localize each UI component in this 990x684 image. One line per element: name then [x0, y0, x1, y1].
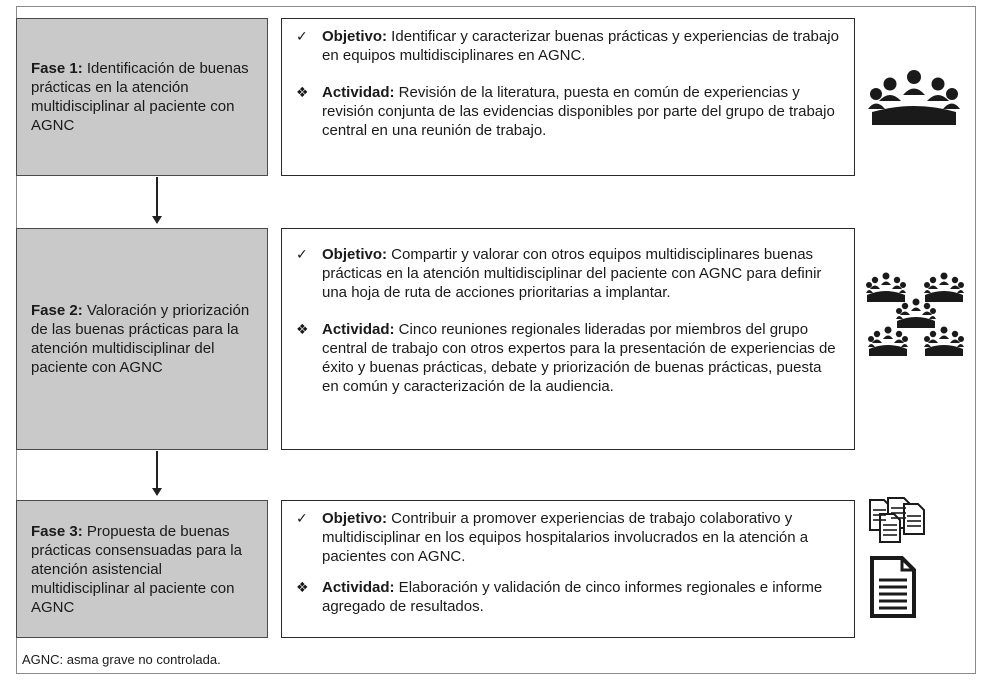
phase-3-title: Propuesta de buenas prácticas consensuadas para la atención asistencial multidisciplinar al paciente con AGNC [31, 522, 242, 616]
actividad-text: Revisión de la literatura, puesta en común de experiencias y revisión conjunta de las evidencias disponibles por parte del grupo de trabajo central en una reunión de trabajo. [322, 84, 835, 139]
objetivo-text: Compartir y valorar con otros equipos multidisciplinares buenas prácticas en la atención multidisciplinar del paciente con AGNC para definir una hoja de ruta de acciones prioritarias a implantar. [322, 246, 822, 301]
check-icon: ✓ [296, 28, 308, 44]
phase-1-box [16, 18, 268, 176]
objetivo-label: Objetivo: [322, 246, 388, 263]
diamond-bullet-icon: ❖ [296, 579, 309, 595]
phase-2-box [16, 228, 268, 450]
phase-3-box [16, 500, 268, 638]
objetivo-text: Contribuir a promover experiencias de trabajo colaborativo y multidisciplinar en los equipos hospitalarios involucrados en la atención a pacientes con AGNC. [322, 510, 809, 565]
actividad-text: Cinco reuniones regionales lideradas por miembros del grupo central de trabajo con otros expertos para la presentación de experiencias de éxito y buenas prácticas, debate y priorización de buenas prácticas, puesta en común y caracterización de la audiencia. [322, 321, 836, 395]
phase-3-label: Fase 3: [31, 522, 83, 540]
objetivo-label: Objetivo: [322, 28, 388, 45]
phase-1-objetivo [296, 27, 840, 65]
single-meeting-group-icon [868, 68, 960, 126]
phase-2-label: Fase 2: [31, 302, 83, 319]
arrow-phase-2-to-3 [156, 451, 158, 489]
phase-2-objetivo [296, 245, 840, 302]
phase-1-label: Fase 1: [31, 60, 83, 77]
actividad-label: Actividad: [322, 321, 395, 338]
check-icon: ✓ [296, 246, 308, 262]
actividad-text: Elaboración y validación de cinco informes regionales e informe agregado de resultados. [322, 579, 823, 615]
phase-3-actividad [296, 578, 840, 616]
multiple-meeting-groups-icon [864, 268, 968, 360]
phase-1-panel [281, 18, 855, 176]
diamond-bullet-icon: ❖ [296, 84, 309, 100]
phase-2-panel [281, 228, 855, 450]
arrow-phase-1-to-2 [156, 177, 158, 217]
phase-1-actividad [296, 83, 840, 140]
actividad-label: Actividad: [322, 579, 395, 596]
phase-3-panel [281, 500, 855, 638]
diamond-bullet-icon: ❖ [296, 321, 309, 337]
documents-icon [868, 496, 932, 622]
check-icon: ✓ [296, 510, 308, 526]
phase-1-title: Identificación de buenas prácticas en la atención multidisciplinar al paciente con AGNC [31, 60, 249, 134]
phase-2-title: Valoración y priorización de las buenas prácticas para la atención multidisciplinar del paciente con AGNC [31, 302, 250, 376]
phase-3-objetivo [296, 509, 840, 566]
objetivo-text: Identificar y caracterizar buenas prácticas y experiencias de trabajo en equipos multidisciplinares en AGNC. [322, 28, 839, 64]
phase-2-actividad [296, 320, 840, 396]
footnote: AGNC: asma grave no controlada. [22, 652, 221, 667]
actividad-label: Actividad: [322, 84, 395, 101]
objetivo-label: Objetivo: [322, 510, 388, 527]
